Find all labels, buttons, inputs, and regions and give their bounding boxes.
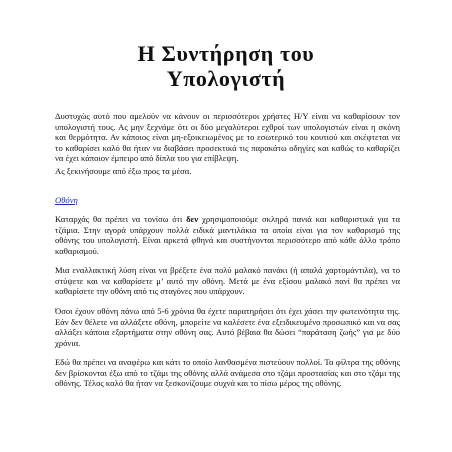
lead-in-paragraph: Ας ξεκινήσουμε από έξω προς τα μέσα. <box>55 166 192 176</box>
paragraph-screen-cleaning <box>55 214 400 256</box>
document-title-line-1: Η Συντήρηση του <box>137 41 315 66</box>
paragraph-alternative-solution: Μια εναλλακτική λύση είναι να βρέξετε ένα πολύ μαλακό πανάκι (ή απαλά χαρτομάντιλα), να το στύψετε και να καθαρίσετε μ’ αυτό την οθόνη. Μετά με ένα εξίσου μαλακό πανί θα πρέπει να καθαρίσετε την οθόνη από τις σταγόνες που υπάρχουν. <box>55 265 400 297</box>
emphasized-word: δεν <box>186 214 199 224</box>
paragraph-text-end: χρησιμοποιούμε σκληρά πανιά και καθαριστικά για τα τζάμια. Στην αγορά υπάρχουν πολλά ειδικά μαντιλάκια τα οποία είναι για τον καθαρισμό της οθόνης του υπολογιστή. Είναι αρκετά φθηνά και συστήνονται περισσότερο από κάθε άλλο τρόπο καθαρισμού. <box>55 214 400 256</box>
section-heading-screen: Οθόνη <box>55 195 78 205</box>
paragraph-screen-filters: Εδώ θα πρέπει να αναφέρω και κάτι το οποίο λανθασμένα πιστεύουν πολλοί. Τα φίλτρα της οθόνης δεν βρίσκονται έξω από το τζάμι της οθόνης αλλά ανάμεσα στο τζάμι προστασίας και στο τζάμι της οθόνης. Τέλος καλό θα ήταν να ξεσκονίζουμε συχνά και το πίσω μέρος της οθόνης. <box>55 357 400 389</box>
paragraph-text-start: Καταρχάς θα πρέπει να τονίσω ότι <box>55 214 187 224</box>
document-title-line-2: Υπολογιστή <box>166 66 286 91</box>
intro-paragraph: Δυστυχώς αυτό που αμελούν να κάνουν οι περισσότεροι χρήστες Η/Υ είναι να καθαρίσουν τον υπολογιστή τους. Ας μην ξεχνάμε ότι οι δύο μεγαλύτεροι εχθροί των υπολογιστών είναι η σκόνη και θερμότητα. Αν κάποιος είναι μη-εξοικειωμένος με το εσωτερικό του κουτιού και σκέφτεται να το καθαρίσει καλό θα ήταν να διαβάσει προσεκτικά τις παρακάτω οδηγίες και καθώς το καθαρίζει να έχει κάποιον έμπειρο από δίπλα του για επίβλεψη. <box>55 111 400 164</box>
paragraph-old-monitors: Όσοι έχουν οθόνη πάνω από 5-6 χρόνια θα έχετε παρατηρήσει ότι έχει χάσει την φωτεινότητα της. Εάν δεν θέλετε να αλλάξετε οθόνη, μπορείτε να καλέσετε ένα εξειδικευμένο προσωπικό και να σας αλλάξει κάποια εξαρτήματα στην οθόνη σας. Αυτό βέβαια θα δώσει “παράταση ζωής” για με δύο χρόνια. <box>55 306 400 348</box>
